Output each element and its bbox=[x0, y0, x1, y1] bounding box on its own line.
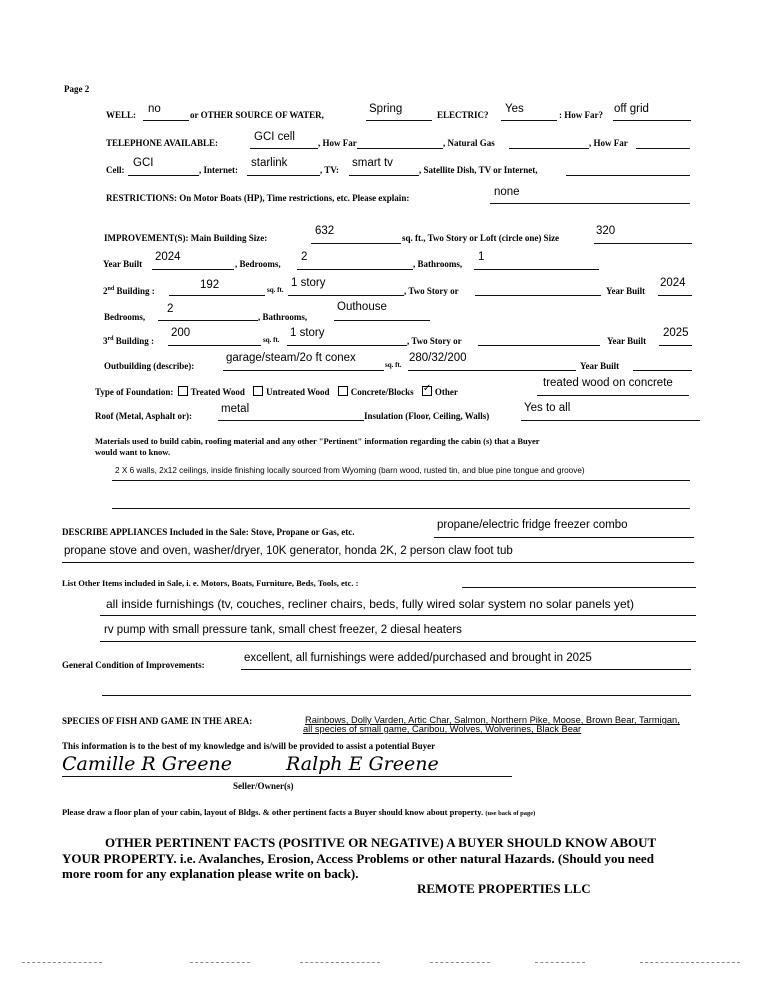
untreated-wood-checkbox[interactable] bbox=[253, 386, 263, 396]
two-story-label-2: , Two Story or bbox=[404, 286, 459, 296]
natural-gas-label: , Natural Gas bbox=[443, 138, 495, 148]
second-building-bathrooms-field[interactable]: Outhouse bbox=[337, 301, 387, 313]
loft-label: sq. ft., Two Story or Loft (circle one) Size bbox=[402, 233, 560, 243]
cell-field[interactable]: GCI bbox=[133, 157, 154, 169]
satellite-label: , Satellite Dish, TV or Internet, bbox=[419, 165, 538, 175]
year-built-label-4: Year Built bbox=[580, 361, 620, 371]
bedrooms-label: , Bedrooms, bbox=[235, 259, 281, 269]
two-story-label-3: , Two Story or bbox=[407, 336, 462, 346]
floorplan-note: Please draw a floor plan of your cabin, layout of Bldgs. & other pertinent facts a Buyer should know about property. (use back of page) bbox=[62, 807, 536, 817]
second-building-size-field[interactable]: 192 bbox=[200, 279, 220, 291]
foundation-label: Type of Foundation: Treated Wood Untreated Wood Concrete/Blocks ✓ Other bbox=[95, 386, 458, 397]
how-far-label: : How Far? bbox=[559, 110, 603, 120]
restrictions-label: RESTRICTIONS: On Motor Boats (HP), Time restrictions, etc. Please explain: bbox=[106, 193, 410, 203]
insulation-label: Insulation (Floor, Ceiling, Walls) bbox=[364, 411, 490, 421]
seller-signature-2[interactable]: Ralph E Greene bbox=[286, 753, 439, 775]
species-label: SPECIES OF FISH AND GAME IN THE AREA: bbox=[62, 716, 253, 726]
roof-field[interactable]: metal bbox=[221, 403, 250, 415]
seller-signature-1[interactable]: Camille R Greene bbox=[62, 753, 232, 775]
other-items-field[interactable]: all inside furnishings (tv, couches, recliner chairs, beds, fully wired solar system no solar panels yet) bbox=[106, 597, 634, 611]
second-building-year-field[interactable]: 2024 bbox=[660, 277, 686, 289]
second-building-story-field[interactable]: 1 story bbox=[291, 277, 326, 289]
species-field-2[interactable]: all species of small game, Caribou, Wolves, Wolverines, Black Bear bbox=[303, 724, 582, 734]
second-building-bedrooms-field[interactable]: 2 bbox=[167, 303, 174, 315]
other-items-field-2[interactable]: rv pump with small pressure tank, small chest freezer, 2 diesal heaters bbox=[104, 624, 462, 636]
year-built-label: Year Built bbox=[103, 259, 143, 269]
foundation-other-field[interactable]: treated wood on concrete bbox=[543, 377, 673, 389]
other-checkbox[interactable] bbox=[422, 386, 432, 396]
pertinent-text-2: YOUR PROPERTY. i.e. Avalanches, Erosion, Access Problems or other natural Hazards. (Should you need bbox=[62, 851, 654, 866]
appliances-field[interactable]: propane/electric fridge freezer combo bbox=[437, 519, 628, 531]
sqft-label-2: sq. ft. bbox=[267, 286, 284, 294]
bathrooms-field[interactable]: 1 bbox=[478, 251, 485, 263]
appliances-field-2[interactable]: propane stove and oven, washer/dryer, 10K generator, honda 2K, 2 person claw foot tub bbox=[64, 545, 513, 557]
other-water-label: or OTHER SOURCE OF WATER, bbox=[190, 110, 324, 120]
sqft-label-4: sq. ft. bbox=[385, 361, 402, 369]
other-water-field[interactable]: Spring bbox=[369, 103, 403, 115]
disclaimer-text: This information is to the best of my knowledge and is/will be provided to assist a potential Buyer bbox=[62, 741, 436, 751]
electric-field[interactable]: Yes bbox=[505, 103, 524, 115]
internet-label: , Internet: bbox=[199, 165, 238, 175]
third-building-label: 3rd Building : bbox=[103, 336, 155, 346]
bathrooms-label-2: , Bathrooms, bbox=[258, 312, 308, 322]
treated-wood-checkbox[interactable] bbox=[178, 386, 188, 396]
cell-label: Cell: bbox=[106, 165, 125, 175]
main-size-field[interactable]: 632 bbox=[315, 225, 335, 237]
bedrooms-label-2: Bedrooms, bbox=[104, 312, 146, 322]
how-far-label-3: , How Far bbox=[589, 138, 628, 148]
third-building-story-field[interactable]: 1 story bbox=[290, 327, 325, 339]
bathrooms-label: , Bathrooms, bbox=[413, 259, 463, 269]
company-name: REMOTE PROPERTIES LLC bbox=[417, 881, 591, 896]
how-far-label-2: , How Far bbox=[318, 138, 357, 148]
materials-field[interactable]: 2 X 6 walls, 2x12 ceilings, inside finishing locally sourced from Wyoming (barn wood, rusted tin, and blue pine tongue and groove) bbox=[115, 466, 585, 475]
outbuilding-sqft-field[interactable]: 280/32/200 bbox=[409, 352, 467, 364]
improvements-label: IMPROVEMENT(S): Main Building Size: bbox=[104, 233, 268, 243]
species-field[interactable]: Rainbows, Dolly Varden, Artic Char, Salmon, Northern Pike, Moose, Brown Bear, Tarmigan, bbox=[305, 715, 680, 725]
second-building-label: 2nd Building : bbox=[103, 286, 155, 296]
materials-label: Materials used to build cabin, roofing material and any other "Pertinent" information regarding the cabin (s) that a Buyer bbox=[95, 436, 540, 446]
third-building-size-field[interactable]: 200 bbox=[171, 327, 191, 339]
electric-label: ELECTRIC? bbox=[437, 110, 489, 120]
year-built-label-2: Year Built bbox=[606, 286, 646, 296]
well-label: WELL: bbox=[106, 110, 137, 120]
loft-size-field[interactable]: 320 bbox=[596, 225, 616, 237]
bedrooms-field[interactable]: 2 bbox=[301, 251, 308, 263]
telephone-label: TELEPHONE AVAILABLE: bbox=[106, 138, 218, 148]
pertinent-heading: OTHER PERTINENT FACTS (POSITIVE OR NEGATIVE) A BUYER SHOULD KNOW ABOUT bbox=[105, 835, 657, 850]
internet-field[interactable]: starlink bbox=[251, 157, 288, 169]
insulation-field[interactable]: Yes to all bbox=[524, 402, 571, 414]
appliances-label: DESCRIBE APPLIANCES Included in the Sale: Stove, Propane or Gas, etc. bbox=[62, 527, 355, 537]
sqft-label-3: sq. ft. bbox=[263, 336, 280, 344]
how-far-field[interactable]: off grid bbox=[614, 103, 649, 115]
condition-field[interactable]: excellent, all furnishings were added/purchased and brought in 2025 bbox=[244, 652, 592, 664]
other-items-label: List Other Items included in Sale, i. e. Motors, Boats, Furniture, Beds, Tools, etc. : bbox=[62, 578, 359, 588]
materials-label-2: would want to know. bbox=[95, 447, 171, 457]
outbuilding-field[interactable]: garage/steam/2o ft conex bbox=[226, 352, 356, 364]
well-field[interactable]: no bbox=[148, 103, 161, 115]
pertinent-text-3: more room for any explanation please write on back). bbox=[62, 866, 359, 881]
year-built-label-3: Year Built bbox=[607, 336, 647, 346]
tv-field[interactable]: smart tv bbox=[352, 157, 393, 169]
condition-label: General Condition of Improvements: bbox=[62, 660, 205, 670]
telephone-field[interactable]: GCI cell bbox=[254, 131, 295, 143]
restrictions-field[interactable]: none bbox=[494, 186, 520, 198]
seller-owner-caption: Seller/Owner(s) bbox=[233, 781, 294, 791]
outbuilding-label: Outbuilding (describe): bbox=[104, 361, 195, 371]
concrete-blocks-checkbox[interactable] bbox=[338, 386, 348, 396]
page-number: Page 2 bbox=[64, 84, 90, 94]
roof-label: Roof (Metal, Asphalt or): bbox=[95, 411, 192, 421]
year-built-field[interactable]: 2024 bbox=[155, 251, 181, 263]
tv-label: , TV: bbox=[320, 165, 340, 175]
third-building-year-field[interactable]: 2025 bbox=[663, 327, 689, 339]
